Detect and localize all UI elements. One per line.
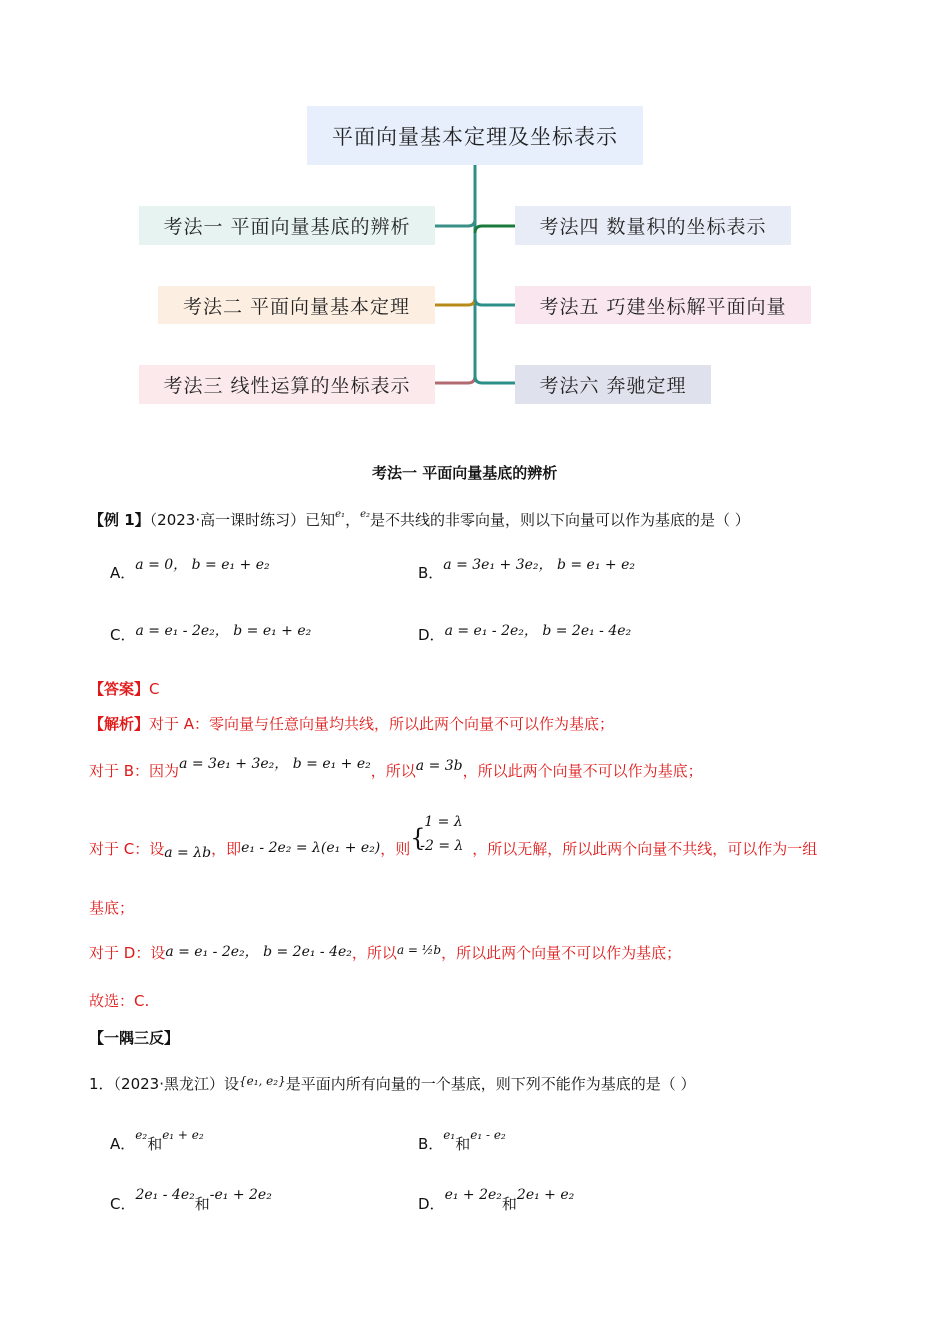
analysis-line-a <box>89 713 614 734</box>
practice-question-1 <box>89 1073 696 1094</box>
practice-option-c <box>110 1187 272 1214</box>
option-expr: a = 3e₁ + 3e₂， b = e₁ + e₂ <box>443 557 635 573</box>
option-expr: a = 0， b = e₁ + e₂ <box>135 557 270 573</box>
option-letter: A． <box>110 564 136 582</box>
example-e2: e₂ <box>360 509 371 520</box>
mindmap-node-4: 考法四 数量积的坐标表示 <box>515 206 791 245</box>
analysis-math: a = e₁ - 2e₂， b = 2e₁ - 4e₂ <box>165 944 352 960</box>
option-expr: e₁ - e₂ <box>470 1128 506 1142</box>
option-letter: D． <box>418 1195 445 1213</box>
example-option-c <box>110 624 311 645</box>
answer-value: C <box>149 680 160 698</box>
option-connector: 和 <box>455 1135 471 1153</box>
option-connector: 和 <box>501 1195 517 1213</box>
mindmap-root: 平面向量基本定理及坐标表示 <box>307 106 643 165</box>
answer <box>89 678 160 699</box>
analysis-text: ，则 <box>380 840 411 858</box>
option-expr: e₁ + e₂ <box>162 1128 204 1142</box>
option-expr: e₁ <box>443 1128 456 1142</box>
option-expr: 2e₁ - 4e₂ <box>135 1187 195 1203</box>
option-expr: e₁ + 2e₂ <box>444 1187 502 1203</box>
question-number: 1． <box>89 1075 114 1093</box>
analysis-line-c <box>89 814 818 861</box>
question-source: （2023·黑龙江）设 <box>113 1075 239 1093</box>
option-letter: C． <box>110 1195 136 1213</box>
option-letter: B． <box>418 564 444 582</box>
question-stem: 是平面内所有向量的一个基底，则下列不能作为基底的是（ ） <box>285 1075 696 1093</box>
analysis-text: 对于 B：因为 <box>89 762 180 780</box>
analysis-text: 对于 A：零向量与任意向量均共线，所以此两个向量不可以作为基底； <box>149 715 615 733</box>
practice-option-d <box>418 1187 575 1214</box>
option-letter: D． <box>418 626 445 644</box>
analysis-text: ，所以 <box>370 762 416 780</box>
practice-option-b <box>418 1128 506 1154</box>
answer-label: 【答案】 <box>89 680 150 698</box>
option-connector: 和 <box>147 1135 163 1153</box>
section-title: 考法一 平面向量基底的辨析 <box>372 464 558 482</box>
analysis-text: 对于 C：设 <box>89 840 165 858</box>
example-option-a <box>110 557 270 583</box>
example-comma: ， <box>345 511 361 529</box>
analysis-math: a = λb <box>164 845 212 861</box>
analysis-text: 对于 D：设 <box>89 944 166 962</box>
option-expr: e₂ <box>135 1128 148 1142</box>
analysis-text: ，所以此两个向量不可以作为基底； <box>441 944 682 962</box>
mindmap-node-6: 考法六 奔驰定理 <box>515 365 711 404</box>
analysis-line-c-cont: 基底； <box>89 899 135 917</box>
analysis-math: a = 3e₁ + 3e₂， b = e₁ + e₂ <box>179 756 371 772</box>
analysis-line-b <box>89 756 703 781</box>
option-expr: 2e₁ + e₂ <box>516 1187 575 1203</box>
mindmap-node-1: 考法一 平面向量基底的辨析 <box>139 206 435 245</box>
example-label: 【例 1】 <box>89 511 150 529</box>
option-letter: C． <box>110 626 136 644</box>
analysis-math: a = ½b <box>396 943 442 957</box>
mindmap-node-3: 考法三 线性运算的坐标表示 <box>139 365 435 404</box>
equation-system <box>410 814 472 854</box>
practice-label: 【一隅三反】 <box>89 1029 180 1047</box>
analysis-text: ，所以无解，所以此两个向量不共线，可以作为一组 <box>472 840 818 858</box>
analysis-text: ，即 <box>211 840 242 858</box>
analysis-text: ，所以此两个向量不可以作为基底； <box>462 762 703 780</box>
option-connector: 和 <box>194 1195 210 1213</box>
analysis-label: 【解析】 <box>89 715 150 733</box>
analysis-math: a = 3b <box>415 758 463 774</box>
analysis-math: e₁ - 2e₂ = λ(e₁ + e₂) <box>241 840 381 856</box>
example-question <box>89 509 750 530</box>
option-expr: -e₁ + 2e₂ <box>209 1187 272 1203</box>
question-math: {e₁, e₂} <box>239 1074 286 1088</box>
system-eq-2: -2 = λ <box>420 838 464 854</box>
example-e1: e₁ <box>335 509 346 520</box>
analysis-conclusion: 故选：C. <box>89 992 150 1010</box>
system-eq-1: 1 = λ <box>424 814 463 830</box>
option-letter: B． <box>418 1135 444 1153</box>
mindmap-node-2: 考法二 平面向量基本定理 <box>158 286 435 324</box>
option-expr: a = e₁ - 2e₂， b = 2e₁ - 4e₂ <box>444 623 632 639</box>
analysis-line-d <box>89 942 681 963</box>
option-letter: A． <box>110 1135 136 1153</box>
option-expr: a = e₁ - 2e₂， b = e₁ + e₂ <box>135 623 312 639</box>
example-option-b <box>418 557 635 583</box>
brace-icon: { <box>410 824 426 852</box>
practice-option-a <box>110 1128 204 1154</box>
example-source: （2023·高一课时练习）已知 <box>149 511 336 529</box>
analysis-text: ，所以 <box>351 944 397 962</box>
mindmap-node-5: 考法五 巧建坐标解平面向量 <box>515 286 811 324</box>
example-stem: 是不共线的非零向量，则以下向量可以作为基底的是（ ） <box>370 511 750 529</box>
example-option-d <box>418 624 631 645</box>
